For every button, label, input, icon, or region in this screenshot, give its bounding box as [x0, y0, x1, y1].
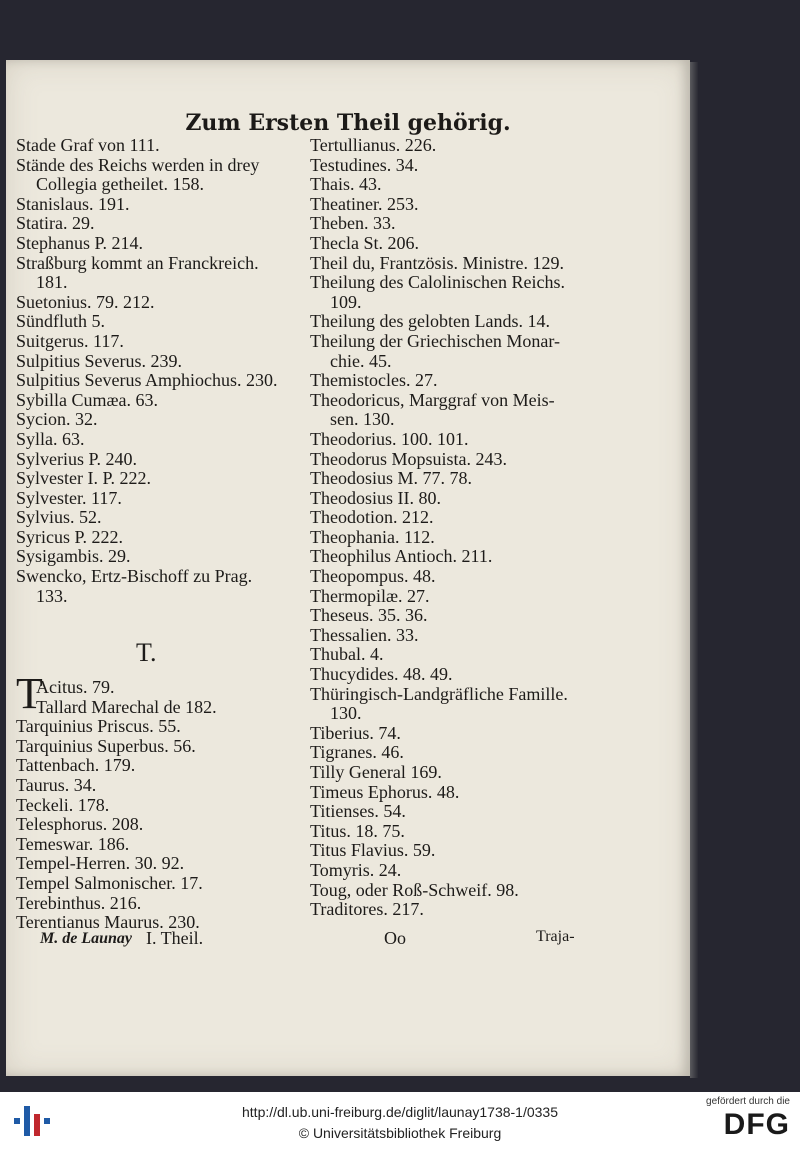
- index-entry: Tallard Marechal de 182.: [36, 696, 217, 717]
- index-entry: Sulpitius Severus. 239.: [16, 350, 183, 371]
- index-entry: Theopompus. 48.: [310, 566, 436, 587]
- index-entry: Theodorius. 100. 101.: [310, 428, 469, 449]
- index-entry: Tempel-Herren. 30. 92.: [16, 853, 185, 874]
- index-entry: Titienses. 54.: [310, 801, 406, 822]
- index-entry: Sysigambis. 29.: [16, 546, 131, 567]
- index-entry: Swencko, Ertz-Bischoff zu Prag.: [16, 566, 253, 587]
- index-entry: Statira. 29.: [16, 213, 95, 234]
- index-entry: 133.: [36, 585, 68, 606]
- index-entry: Theophilus Antioch. 211.: [310, 546, 493, 567]
- footer-catchword: Traja-: [536, 928, 575, 945]
- index-entry: Themistocles. 27.: [310, 370, 438, 391]
- index-entry: Teckeli. 178.: [16, 794, 110, 815]
- book-page: [6, 60, 690, 1076]
- index-entry: Timeus Ephorus. 48.: [310, 781, 460, 802]
- source-url[interactable]: http://dl.ub.uni-freiburg.de/diglit/launay1738-1/0335: [242, 1104, 558, 1120]
- index-entry: Thucydides. 48. 49.: [310, 664, 453, 685]
- dfg-logo: DFG: [723, 1108, 790, 1141]
- viewer-footer-bar: [0, 1092, 800, 1149]
- index-entry: Suetonius. 79. 212.: [16, 291, 155, 312]
- index-entry: Theseus. 35. 36.: [310, 605, 428, 626]
- index-entry: Theodoricus, Marggraf von Meis-: [310, 389, 555, 410]
- index-entry: Sylvester I. P. 222.: [16, 468, 151, 489]
- index-entry: Thessalien. 33.: [310, 624, 419, 645]
- page-heading: Zum Ersten Theil gehörig.: [185, 110, 511, 136]
- index-entry: Titus Flavius. 59.: [310, 840, 436, 861]
- index-entry: Straßburg kommt an Franckreich.: [16, 252, 259, 273]
- index-entry: Theil du, Frantzösis. Ministre. 129.: [310, 252, 564, 273]
- index-entry: Tempel Salmonischer. 17.: [16, 872, 203, 893]
- index-entry: Thais. 43.: [310, 174, 382, 195]
- index-entry: Telesphorus. 208.: [16, 814, 144, 835]
- index-entry: Stände des Reichs werden in drey: [16, 154, 260, 175]
- index-entry: Sylvius. 52.: [16, 507, 102, 528]
- footer-signature: M. de Launay: [40, 930, 132, 947]
- index-entry: 109.: [330, 291, 362, 312]
- dropcap: T: [16, 669, 43, 718]
- index-entry: Thüringisch-Landgräfliche Famille.: [310, 683, 568, 704]
- index-entry: Temeswar. 186.: [16, 833, 130, 854]
- dfg-caption: gefördert durch die: [706, 1096, 790, 1107]
- index-entry: Collegia getheilet. 158.: [36, 174, 204, 195]
- index-entry: Tattenbach. 179.: [16, 755, 136, 776]
- index-entry: Sylvester. 117.: [16, 487, 122, 508]
- index-entry: Acitus. 79.: [36, 677, 115, 697]
- index-entry: Sündfluth 5.: [16, 311, 106, 332]
- index-entry: Sylverius P. 240.: [16, 448, 138, 469]
- section-letter: T.: [136, 638, 157, 667]
- index-entry: Taurus. 34.: [16, 774, 97, 795]
- index-entry: Theatiner. 253.: [310, 193, 419, 214]
- index-entry: Tigranes. 46.: [310, 742, 404, 763]
- index-entry: Tarquinius Priscus. 55.: [16, 716, 181, 737]
- index-entry: sen. 130.: [330, 409, 395, 430]
- index-column-left: [16, 136, 306, 606]
- index-entry: chie. 45.: [330, 350, 392, 371]
- index-entry: Theodotion. 212.: [310, 507, 434, 528]
- index-entry: Theilung des gelobten Lands. 14.: [310, 311, 550, 332]
- footer-signature-mark: Oo: [384, 928, 406, 948]
- copyright-notice: © Universitätsbibliothek Freiburg: [298, 1125, 502, 1141]
- index-entry: Theilung der Griechischen Monar-: [310, 330, 561, 351]
- index-entry: Theodorus Mopsuista. 243.: [310, 448, 507, 469]
- index-entry: Traditores. 217.: [310, 899, 424, 920]
- index-entry: Theilung des Calolinischen Reichs.: [310, 272, 565, 293]
- index-entry: Terentianus Maurus. 230.: [16, 912, 200, 933]
- index-entry: Sylla. 63.: [16, 428, 85, 449]
- index-entry: Theodosius II. 80.: [310, 487, 441, 508]
- index-entry: Theophania. 112.: [310, 526, 435, 547]
- index-entry: Sycion. 32.: [16, 409, 98, 430]
- index-entry: 130.: [330, 703, 362, 724]
- index-entry: Syricus P. 222.: [16, 526, 124, 547]
- index-entry: Terebinthus. 216.: [16, 892, 142, 913]
- index-entry: Theodosius M. 77. 78.: [310, 468, 472, 489]
- index-entry: Stade Graf von 111.: [16, 135, 160, 155]
- index-entry: 181.: [36, 272, 68, 293]
- index-entry: Thecla St. 206.: [310, 232, 419, 253]
- index-entry: Sulpitius Severus Amphiochus. 230.: [16, 370, 278, 391]
- page-edge: [690, 62, 698, 1078]
- index-entry: Stephanus P. 214.: [16, 232, 144, 253]
- index-entry: Thubal. 4.: [310, 644, 384, 665]
- index-entry: Testudines. 34.: [310, 154, 419, 175]
- index-entry: Stanislaus. 191.: [16, 193, 130, 214]
- index-entry: Sybilla Cumæa. 63.: [16, 389, 159, 410]
- footer-part: I. Theil.: [146, 928, 204, 948]
- index-entry: Tiberius. 74.: [310, 722, 401, 743]
- index-entry: Thermopilæ. 27.: [310, 585, 430, 606]
- index-entry: Toug, oder Roß-Schweif. 98.: [310, 879, 519, 900]
- index-entry: Tarquinius Superbus. 56.: [16, 735, 196, 756]
- index-column-right: [310, 136, 610, 920]
- index-column-left-t: [16, 678, 306, 933]
- index-entry: Tilly General 169.: [310, 762, 442, 782]
- index-entry: Titus. 18. 75.: [310, 820, 405, 841]
- index-entry: Suitgerus. 117.: [16, 330, 124, 351]
- index-entry: Theben. 33.: [310, 213, 396, 234]
- index-entry: Tertullianus. 226.: [310, 135, 437, 155]
- index-entry: Tomyris. 24.: [310, 859, 402, 880]
